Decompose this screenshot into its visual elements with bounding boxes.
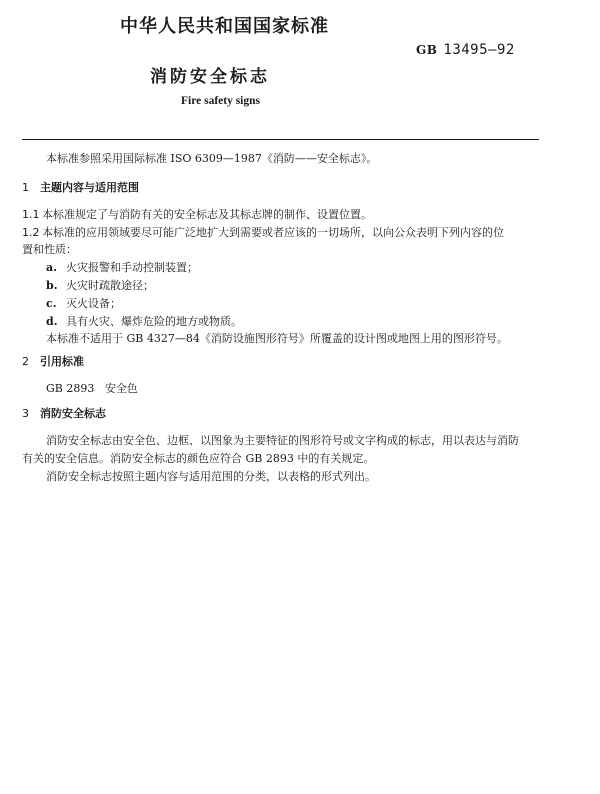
section-3-paragraph-2: 消防安全标志按照主题内容与适用范围的分类，以表格的形式列出。 (46, 470, 376, 483)
clause-1-1 (22, 206, 372, 222)
section-1-title: 主题内容与适用范围 (40, 181, 139, 194)
section-3-paragraph-1: 消防安全标志由安全色、边框、以图象为主要特征的图形符号或文字构成的标志，用以表达与消防 (46, 434, 519, 447)
clause-1-1-text: 本标准规定了与消防有关的安全标志及其标志牌的制作、设置位置。 (42, 208, 372, 221)
section-1-heading (22, 179, 139, 195)
list-item-label: c. (46, 297, 57, 310)
section-3-number: 3 (22, 407, 29, 420)
clause-1-1-number: 1.1 (22, 208, 40, 221)
list-item (46, 313, 242, 329)
standard-number: 13495—92 (443, 42, 515, 58)
list-item-text: 火灾报警和手动控制装置； (66, 261, 198, 274)
intro-paragraph: 本标准参照采用国际标准 ISO 6309—1987《消防——安全标志》。 (46, 152, 378, 165)
section-3-heading (22, 405, 106, 421)
standard-code (416, 42, 515, 58)
list-item-label: b. (46, 279, 58, 292)
clause-1-2 (22, 224, 504, 240)
list-item (46, 277, 154, 293)
clause-1-2-text: 本标准的应用领域要尽可能广泛地扩大到需要或者应该的一切场所，以向公众表明下列内容的位 (42, 226, 504, 239)
section-1-number: 1 (22, 181, 29, 194)
list-item (46, 295, 121, 311)
issuing-organization: 中华人民共和国国家标准 (120, 16, 329, 37)
clause-1-2-number: 1.2 (22, 226, 40, 239)
document-title-en: Fire safety signs (181, 95, 261, 107)
referenced-standard: GB 2893 安全色 (46, 382, 138, 395)
clause-1-2-continuation: 置和性质： (22, 243, 77, 256)
list-item (46, 259, 198, 275)
header-divider (22, 139, 539, 140)
list-item-text: 灭火设备； (66, 297, 121, 310)
list-item-text: 火灾时疏散途径； (66, 279, 154, 292)
standard-prefix: GB (416, 43, 438, 57)
section-3-title: 消防安全标志 (40, 407, 106, 420)
document-title-cn: 消防安全标志 (150, 67, 270, 87)
list-item-label: d. (46, 315, 58, 328)
section-2-heading (22, 353, 84, 369)
section-2-title: 引用标准 (40, 355, 84, 368)
list-item-text: 具有火灾、爆炸危险的地方或物质。 (66, 315, 242, 328)
section-3-paragraph-1-continuation: 有关的安全信息。消防安全标志的颜色应符合 GB 2893 中的有关规定。 (22, 452, 375, 465)
list-item-label: a. (46, 261, 57, 274)
exclusion-paragraph: 本标准不适用于 GB 4327—84《消防设施图形符号》所覆盖的设计图或地图上用的图形符号。 (46, 332, 508, 345)
section-2-number: 2 (22, 355, 29, 368)
